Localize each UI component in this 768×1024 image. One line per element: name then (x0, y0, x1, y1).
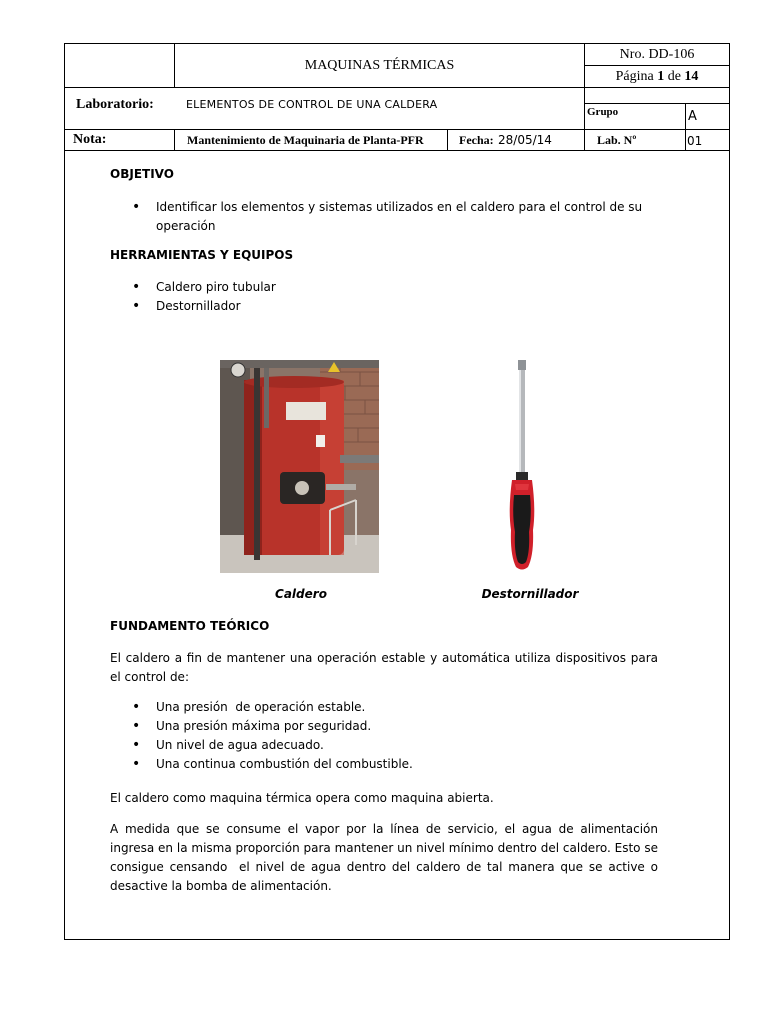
labno-value: 01 (687, 134, 703, 148)
doc-code-cell (584, 43, 730, 66)
labno-value-cell (685, 129, 730, 151)
herramientas-list-wrap (110, 278, 658, 316)
fecha-value: 28/05/14 (498, 133, 552, 147)
doc-title: MAQUINAS TÉRMICAS (304, 57, 455, 73)
fecha-label: Fecha: (459, 133, 494, 147)
destornillador-caption: Destornillador (481, 587, 579, 601)
labno-label: Lab. Nº (597, 133, 637, 147)
list-item: • Identificar los elementos y sistemas utilizados en el caldero para el control de su operación (110, 198, 658, 236)
fundamento-para-1: El caldero como maquina térmica opera como maquina abierta. (110, 791, 494, 805)
doc-code: Nro. DD-106 (619, 46, 695, 62)
list-item: • Una continua combustión del combustible. (110, 755, 658, 774)
herramientas-heading: HERRAMIENTAS Y EQUIPOS (110, 248, 294, 262)
page-prefix: Página (615, 68, 654, 84)
group-label-cell (584, 103, 686, 130)
fecha-cell (447, 129, 585, 151)
caldero-photo (220, 360, 379, 573)
fundamento-heading: FUNDAMENTO TEÓRICO (110, 619, 270, 633)
page-total: 14 (684, 68, 699, 84)
lab-label: Laboratorio: (76, 97, 154, 112)
list-item: • Caldero piro tubular (110, 278, 658, 297)
list-item: • Una presión máxima por seguridad. (110, 717, 658, 736)
objetivo-list-wrap (110, 198, 658, 236)
caldero-caption: Caldero (275, 587, 327, 601)
nota-cell (64, 129, 175, 151)
group-value: A (688, 109, 697, 124)
nota-label: Nota: (73, 132, 107, 147)
group-top-cell (584, 87, 730, 104)
objetivo-heading: OBJETIVO (110, 167, 174, 181)
destornillador-photo (496, 360, 548, 573)
lab-value: ELEMENTOS DE CONTROL DE UNA CALDERA (186, 98, 438, 111)
objetivo-list (110, 198, 658, 236)
page-of: de (667, 68, 681, 84)
labno-cell (584, 129, 686, 151)
fundamento-list-wrap (110, 698, 658, 774)
group-value-cell (685, 103, 730, 130)
fundamento-intro: El caldero a fin de mantener una operación estable y automática utiliza dispositivos para el control de: (110, 651, 658, 684)
fundamento-list (110, 698, 658, 774)
list-item: • Destornillador (110, 297, 658, 316)
course-cell (174, 129, 448, 151)
lab-cell (64, 87, 585, 130)
course-name: Mantenimiento de Maquinaria de Planta-PFR (187, 133, 424, 147)
boiler-image (220, 360, 379, 573)
list-item: • Una presión de operación estable. (110, 698, 658, 717)
logo-cell (64, 43, 175, 88)
group-label: Grupo (587, 106, 619, 118)
fundamento-para-2: A medida que se consume el vapor por la línea de servicio, el agua de alimentación ingresa en la misma proporción para mantener un nivel mínimo dentro del caldero. Esto se consigue censando el nivel de agua dentro del caldero de tal manera que se active o desactive la bomba de alimentación. (110, 822, 662, 893)
page-number-cell (584, 65, 730, 88)
list-item: • Un nivel de agua adecuado. (110, 736, 658, 755)
screwdriver-image (496, 360, 548, 573)
page-current: 1 (657, 68, 665, 84)
doc-title-cell (174, 43, 585, 88)
herramientas-list (110, 278, 658, 316)
